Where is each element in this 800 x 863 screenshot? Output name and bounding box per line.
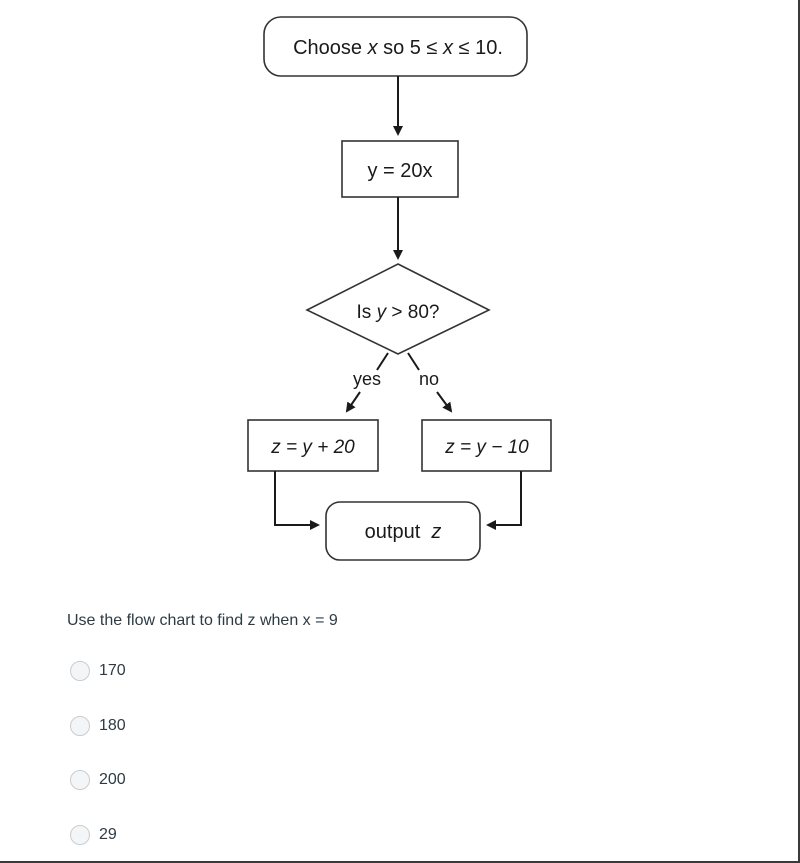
radio-button[interactable] [70, 661, 90, 681]
answer-label: 170 [99, 662, 126, 679]
yes-connector [377, 353, 388, 370]
output-text: output z [364, 521, 442, 543]
no-connector [408, 353, 419, 370]
decision-text: Is y > 80? [356, 302, 440, 323]
arrow-no-to-output [488, 471, 521, 525]
answer-label: 29 [99, 826, 117, 843]
question-text: Use the flow chart to find z when x = 9 [67, 612, 338, 629]
no-label: no [418, 369, 440, 389]
answer-option-29[interactable] [70, 823, 117, 847]
arrow-no [437, 392, 451, 411]
radio-button[interactable] [70, 770, 90, 790]
arrow-yes-to-output [275, 471, 318, 525]
compute-text: y = 20x [367, 160, 433, 182]
yes-branch-text: z = y + 20 [271, 437, 355, 458]
answer-option-180[interactable] [70, 714, 126, 738]
answer-option-170[interactable] [70, 659, 126, 683]
radio-button[interactable] [70, 825, 90, 845]
radio-button[interactable] [70, 716, 90, 736]
no-branch-text: z = y − 10 [445, 437, 529, 458]
answer-option-200[interactable] [70, 768, 126, 792]
answer-label: 180 [99, 717, 126, 734]
yes-label: yes [352, 369, 382, 389]
answer-label: 200 [99, 771, 126, 788]
start-text: Choose x so 5 ≤ x ≤ 10. [293, 37, 503, 59]
arrow-yes [347, 392, 360, 411]
